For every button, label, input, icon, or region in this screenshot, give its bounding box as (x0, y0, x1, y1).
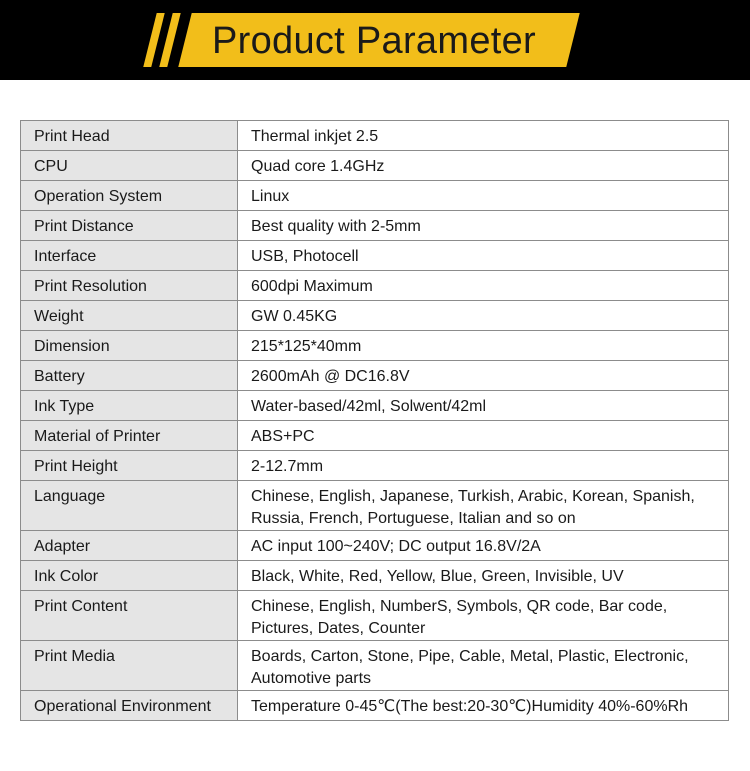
param-label: Print Head (21, 121, 238, 151)
param-value: Chinese, English, NumberS, Symbols, QR code, Bar code, Pictures, Dates, Counter (238, 591, 729, 641)
param-value: ABS+PC (238, 421, 729, 451)
table-row (21, 181, 729, 211)
table-row (21, 641, 729, 691)
param-value: 2600mAh @ DC16.8V (238, 361, 729, 391)
param-label: Ink Type (21, 391, 238, 421)
param-label: Print Media (21, 641, 238, 691)
param-value: 215*125*40mm (238, 331, 729, 361)
param-label: Interface (21, 241, 238, 271)
table-row (21, 421, 729, 451)
param-value: AC input 100~240V; DC output 16.8V/2A (238, 531, 729, 561)
param-value: Water-based/42ml, Solwent/42ml (238, 391, 729, 421)
table-row (21, 481, 729, 531)
table-row (21, 531, 729, 561)
header-banner (0, 0, 750, 80)
param-label: Operational Environment (21, 691, 238, 721)
param-label: Print Height (21, 451, 238, 481)
param-value: Best quality with 2-5mm (238, 211, 729, 241)
param-label: Material of Printer (21, 421, 238, 451)
param-value: 600dpi Maximum (238, 271, 729, 301)
param-label: Language (21, 481, 238, 531)
param-label: Print Content (21, 591, 238, 641)
param-label: Print Distance (21, 211, 238, 241)
param-value: Temperature 0-45℃(The best:20-30℃)Humidity 40%-60%Rh (238, 691, 729, 721)
param-label: Dimension (21, 331, 238, 361)
param-value: Black, White, Red, Yellow, Blue, Green, Invisible, UV (238, 561, 729, 591)
param-label: CPU (21, 151, 238, 181)
table-row (21, 301, 729, 331)
param-value: Boards, Carton, Stone, Pipe, Cable, Metal, Plastic, Electronic, Automotive parts (238, 641, 729, 691)
param-value: Thermal inkjet 2.5 (238, 121, 729, 151)
param-value: USB, Photocell (238, 241, 729, 271)
param-value: Quad core 1.4GHz (238, 151, 729, 181)
param-label: Weight (21, 301, 238, 331)
table-row (21, 331, 729, 361)
param-value: Linux (238, 181, 729, 211)
param-value: GW 0.45KG (238, 301, 729, 331)
table-row (21, 361, 729, 391)
param-value: 2-12.7mm (238, 451, 729, 481)
table-row (21, 561, 729, 591)
table-row (21, 591, 729, 641)
table-row (21, 241, 729, 271)
table-row (21, 271, 729, 301)
parameter-table (20, 120, 729, 721)
table-row (21, 691, 729, 721)
table-row (21, 451, 729, 481)
param-label: Adapter (21, 531, 238, 561)
table-row (21, 121, 729, 151)
page-title: Product Parameter (211, 20, 537, 62)
param-label: Ink Color (21, 561, 238, 591)
param-label: Operation System (21, 181, 238, 211)
table-row (21, 151, 729, 181)
param-label: Battery (21, 361, 238, 391)
param-label: Print Resolution (21, 271, 238, 301)
table-row (21, 211, 729, 241)
param-value: Chinese, English, Japanese, Turkish, Arabic, Korean, Spanish, Russia, French, Portuguese, Italian and so on (238, 481, 729, 531)
table-row (21, 391, 729, 421)
